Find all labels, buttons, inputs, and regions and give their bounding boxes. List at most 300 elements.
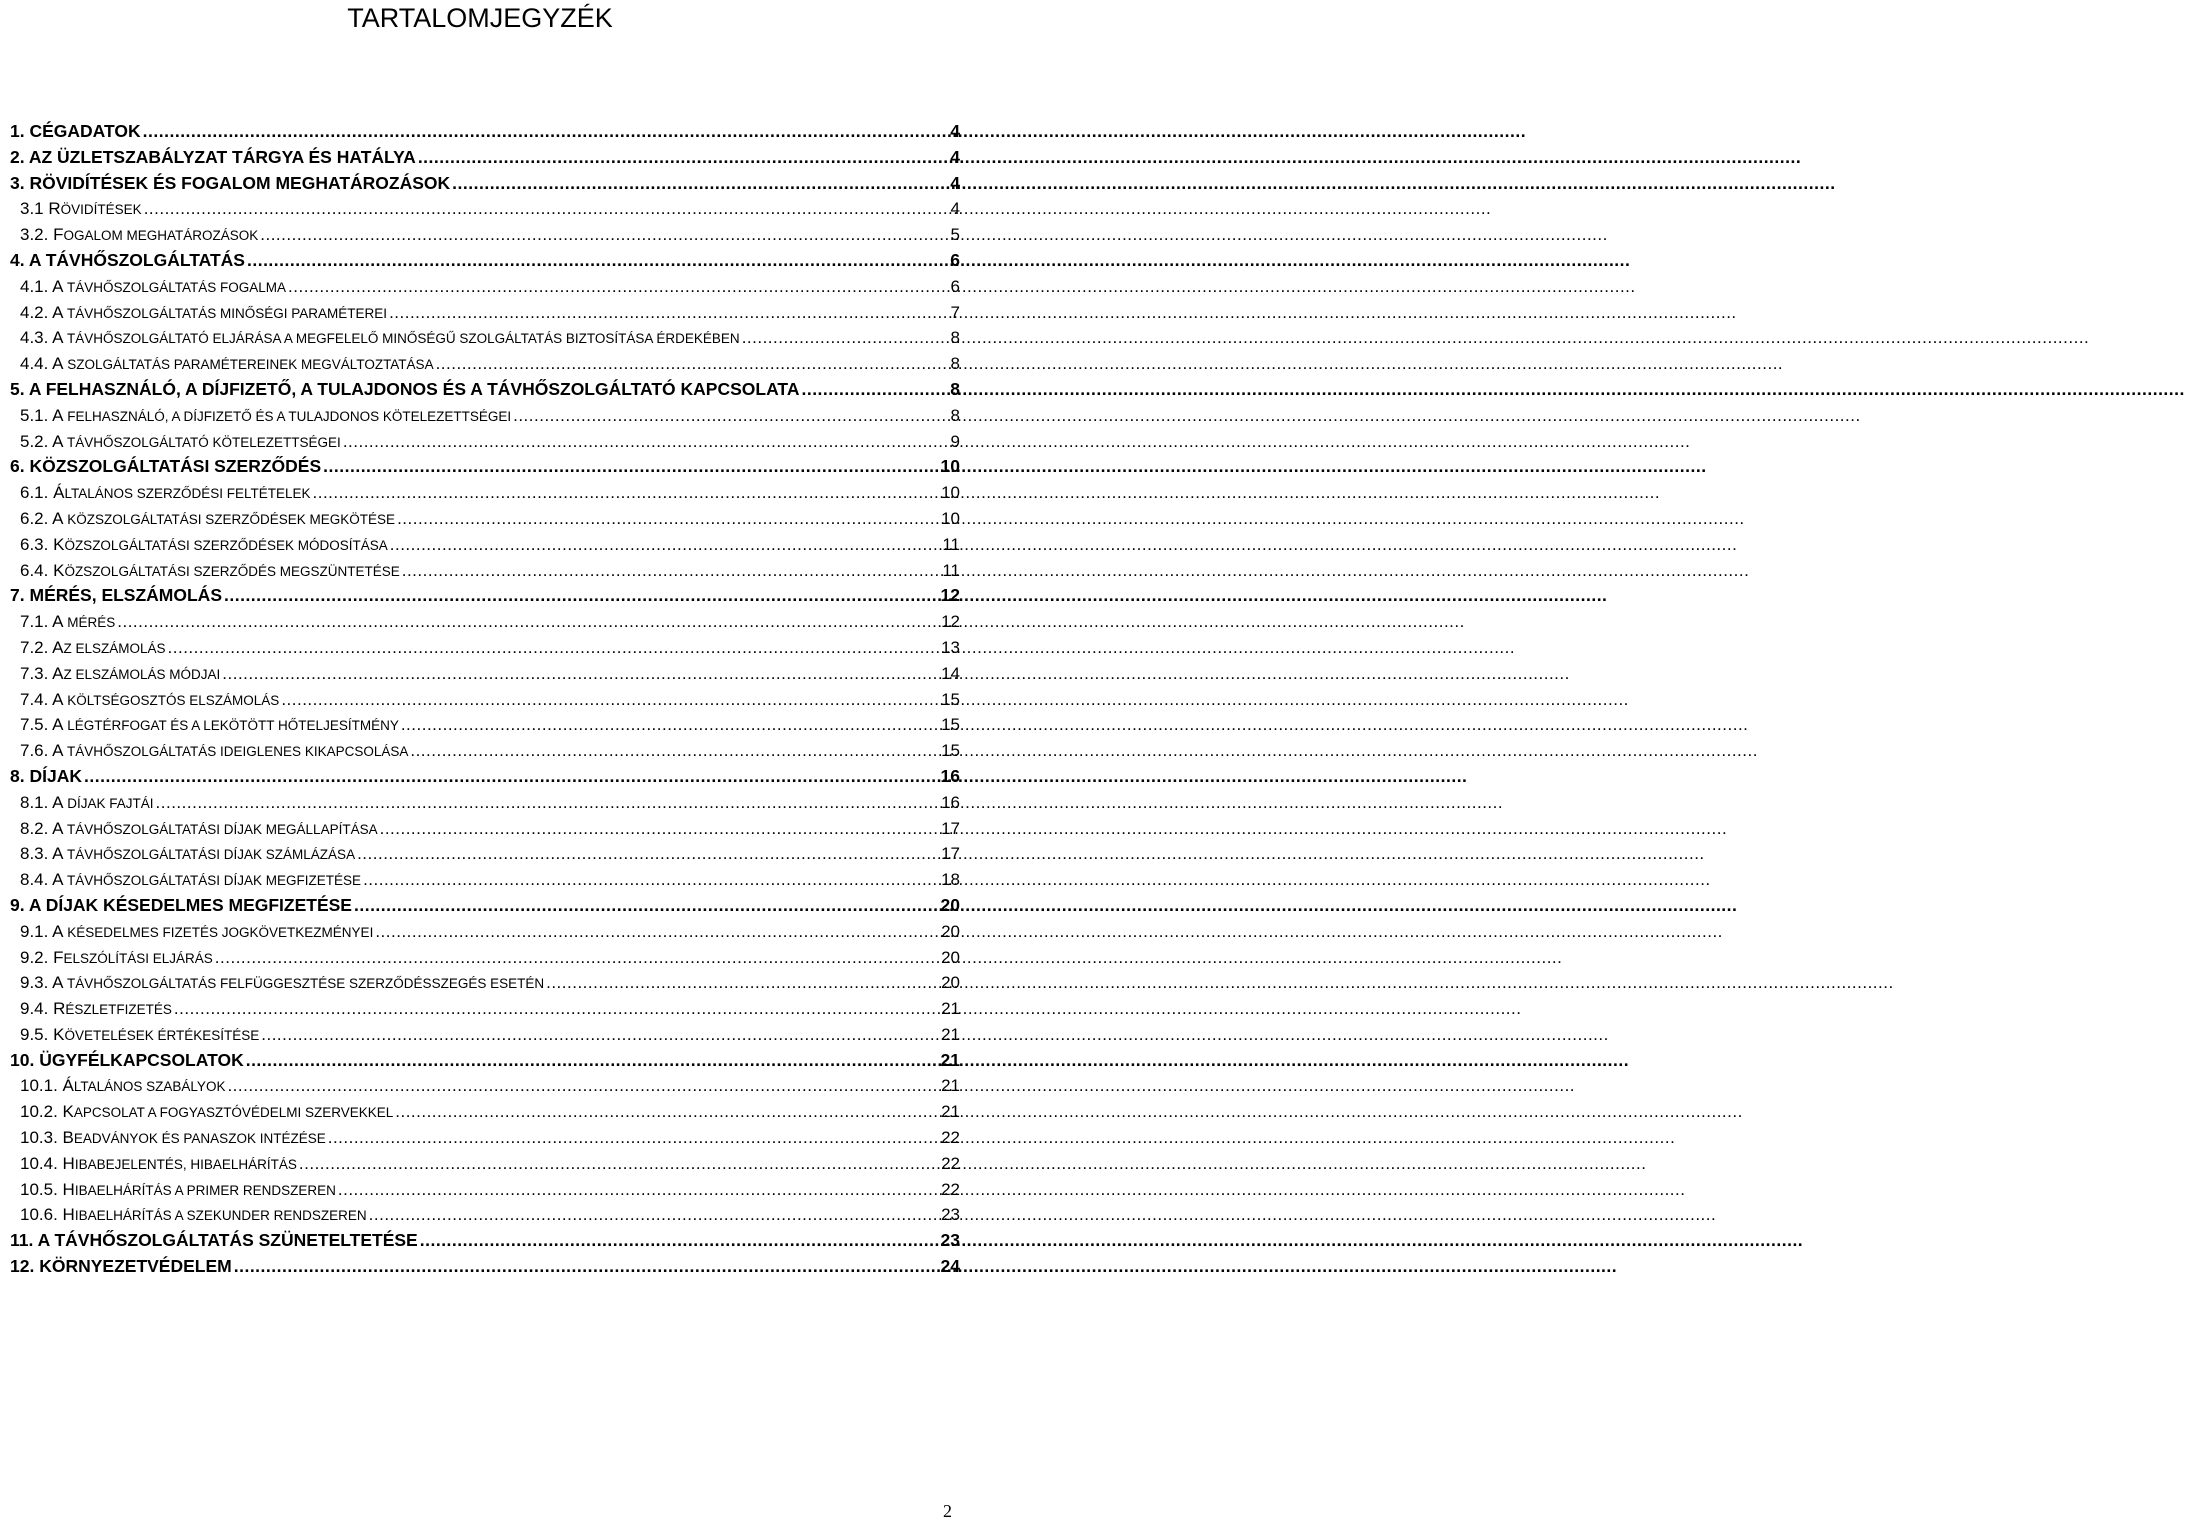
toc-page-number: 11 (942, 560, 960, 580)
toc-entry-chapter[interactable] (10, 583, 960, 609)
toc-page-number: 21 (940, 1049, 960, 1070)
toc-entry-number: 8.1. (20, 792, 49, 812)
toc-entry-text: TÁVHŐSZOLGÁLTATÓ KÖTELEZETTSÉGEI (63, 434, 341, 450)
toc-entry-initial: A (52, 637, 64, 657)
toc-entry-title (20, 196, 142, 223)
toc-entry-title (20, 945, 213, 972)
toc-entry-text: ÍJAK (42, 765, 82, 786)
toc-entry-section[interactable] (10, 687, 960, 713)
toc-entry-text: IBABEJELENTÉS, HIBAELHÁRÍTÁS (74, 1156, 297, 1172)
toc-leader-dots (401, 712, 939, 738)
toc-page-number: 11 (942, 534, 960, 554)
toc-page-number: 8 (950, 378, 960, 399)
toc-entry-section[interactable] (10, 919, 960, 945)
toc-entry-section[interactable] (10, 945, 960, 971)
toc-entry-number: 5.1. (20, 405, 49, 425)
toc-entry-text: LÉGTÉRFOGAT ÉS A LEKÖTÖTT HŐTELJESÍTMÉNY (63, 718, 399, 734)
toc-entry-title (10, 377, 799, 403)
toc-entry-initial: A (52, 870, 64, 890)
toc-entry-text: GYFÉLKAPCSOLATOK (51, 1049, 244, 1070)
toc-entry-title (10, 764, 82, 790)
toc-entry-title (20, 919, 373, 946)
toc-entry-section[interactable] (10, 196, 960, 222)
toc-entry-number: 7.5. (20, 715, 49, 735)
toc-leader-dots (452, 171, 948, 197)
toc-entry-initial: A (28, 378, 41, 399)
toc-entry-section[interactable] (10, 1022, 960, 1048)
toc-page-number: 20 (941, 947, 960, 967)
toc-entry-initial: A (52, 276, 64, 296)
toc-entry-number: 9.3. (20, 973, 49, 993)
toc-entry-text: KÖZSZOLGÁLTATÁSI SZERZŐDÉSEK MEGKÖTÉSE (63, 511, 396, 527)
toc-entry-section[interactable] (10, 738, 960, 764)
toc-entry-text: Z ELSZÁMOLÁS MÓDJAI (63, 666, 221, 682)
toc-leader-dots (313, 480, 940, 506)
toc-entry-title (10, 583, 222, 609)
toc-entry-text: EADVÁNYOK ÉS PANASZOK INTÉZÉSE (73, 1131, 326, 1147)
toc-entry-section[interactable] (10, 351, 960, 377)
toc-entry-initial: A (28, 894, 41, 915)
toc-entry-initial: D (29, 765, 43, 786)
toc-entry-initial: A (28, 249, 41, 270)
toc-page-number: 22 (941, 1153, 960, 1173)
toc-entry-initial: Á (62, 1076, 74, 1096)
toc-entry-section[interactable] (10, 506, 960, 532)
toc-entry-section[interactable] (10, 1073, 960, 1099)
toc-entry-section[interactable] (10, 609, 960, 635)
toc-leader-dots (801, 377, 948, 403)
toc-entry-text: DÍJAK FAJTÁI (63, 795, 154, 811)
toc-leader-dots (420, 1228, 939, 1254)
toc-entry-title (20, 712, 399, 739)
toc-entry-text: ÖZSZOLGÁLTATÁSI SZERZŐDÉS MEGSZÜNTETÉSE (64, 563, 400, 579)
toc-entry-number: 7.3. (20, 663, 49, 683)
toc-entry-text: TÁVHŐSZOLGÁLTATÁS SZÜNETELTETÉSE (49, 1230, 418, 1251)
toc-entry-text: SZOLGÁLTATÁS PARAMÉTEREINEK MEGVÁLTOZTATÁSA (63, 357, 434, 373)
toc-entry-initial: K (53, 560, 65, 580)
toc-entry-title (20, 558, 400, 585)
toc-entry-initial: K (53, 1024, 65, 1044)
toc-entry-initial: A (52, 405, 64, 425)
toc-entry-number: 12. (10, 1256, 35, 1277)
toc-page-number: 20 (940, 894, 960, 915)
toc-page-number: 21 (941, 999, 960, 1019)
toc-entry-text: TÁVHŐSZOLGÁLTATÁSI DÍJAK MEGFIZETÉSE (63, 873, 362, 889)
toc-entry-text: ÉGADATOK (42, 121, 141, 141)
toc-entry-title (20, 1022, 259, 1049)
toc-entry-title (10, 119, 141, 145)
toc-entry-number: 4. (10, 249, 25, 270)
toc-entry-initial: A (52, 921, 64, 941)
toc-entry-section[interactable] (10, 558, 960, 584)
toc-entry-text: ÖZSZOLGÁLTATÁSI SZERZŐDÉSEK MÓDOSÍTÁSA (64, 537, 388, 553)
toc-entry-title (20, 867, 361, 894)
toc-entry-title (20, 300, 387, 327)
toc-leader-dots (299, 1151, 939, 1177)
page-title: TARTALOMJEGYZÉK (347, 3, 613, 33)
toc-entry-text: ÖVIDÍTÉSEK (60, 202, 142, 218)
toc-entry-section[interactable] (10, 996, 960, 1022)
toc-entry-text: TÁVHŐSZOLGÁLTATÁS (40, 249, 245, 270)
toc-leader-dots (144, 196, 949, 222)
toc-entry-number: 9.1. (20, 921, 49, 941)
toc-page-number: 8 (950, 354, 960, 374)
toc-entry-text: TÁVHŐSZOLGÁLTATÁS FELFÜGGESZTÉSE SZERZŐDÉSSZEGÉS ESETÉN (63, 976, 545, 992)
toc-page-number: 24 (940, 1256, 960, 1277)
toc-entry-text: TÁVHŐSZOLGÁLTATÁS IDEIGLENES KIKAPCSOLÁSA (63, 744, 409, 760)
toc-entry-initial: H (62, 1179, 75, 1199)
toc-page-number: 23 (941, 1205, 960, 1225)
toc-entry-initial: H (62, 1205, 75, 1225)
toc-entry-initial: R (53, 999, 66, 1019)
toc-page-number: 21 (941, 1076, 960, 1096)
toc-entry-section[interactable] (10, 532, 960, 558)
toc-entry-section[interactable] (10, 1151, 960, 1177)
toc-page-number: 6 (950, 249, 960, 270)
toc-entry-text: TÁVHŐSZOLGÁLTATÁS FOGALMA (63, 279, 287, 295)
toc-entry-section[interactable] (10, 1099, 960, 1125)
toc-leader-dots (343, 429, 949, 455)
toc-entry-section[interactable] (10, 661, 960, 687)
toc-page-number: 15 (941, 689, 960, 709)
toc-leader-dots (234, 1254, 939, 1280)
toc-leader-dots (410, 738, 939, 764)
toc-entry-title (20, 970, 544, 997)
toc-entry-initial: A (52, 612, 64, 632)
toc-leader-dots (84, 764, 939, 790)
toc-entry-section[interactable] (10, 480, 960, 506)
toc-entry-number: 10.2. (20, 1102, 58, 1122)
toc-entry-text: ÉRÉS, ELSZÁMOLÁS (44, 585, 222, 606)
toc-entry-chapter[interactable] (10, 119, 960, 145)
toc-entry-text: ÖVETELÉSEK ÉRTÉKESÍTÉSE (64, 1027, 260, 1043)
toc-entry-number: 8.3. (20, 844, 49, 864)
toc-leader-dots (143, 119, 949, 145)
toc-entry-initial: F (53, 947, 64, 967)
toc-entry-number: 10.4. (20, 1153, 58, 1173)
toc-entry-text: ÉSZLETFIZETÉS (65, 1002, 172, 1018)
toc-entry-title (10, 145, 416, 171)
toc-entry-text: ÖZSZOLGÁLTATÁSI SZERZŐDÉS (42, 456, 322, 477)
toc-entry-number: 10.1. (20, 1076, 58, 1096)
toc-entry-number: 6.2. (20, 508, 49, 528)
toc-entry-title (20, 1125, 326, 1152)
toc-entry-initial: M (29, 585, 45, 606)
toc-entry-chapter[interactable] (10, 764, 960, 790)
toc-entry-title (20, 506, 395, 533)
toc-page-number: 18 (941, 870, 960, 890)
toc-entry-section[interactable] (10, 841, 960, 867)
toc-entry-text: ELSZÓLÍTÁSI ELJÁRÁS (63, 950, 213, 966)
toc-entry-initial: A (52, 302, 64, 322)
toc-entry-number: 9. (10, 894, 25, 915)
toc-entry-text: IBAELHÁRÍTÁS A SZEKUNDER RENDSZEREN (74, 1208, 367, 1224)
toc-leader-dots (389, 300, 948, 326)
toc-page-number: 12 (941, 612, 960, 632)
toc-entry-initial: B (62, 1128, 74, 1148)
toc-entry-chapter[interactable] (10, 454, 960, 480)
toc-leader-dots (224, 583, 939, 609)
toc-page-number: 5 (950, 225, 960, 245)
toc-leader-dots (246, 1048, 939, 1074)
toc-page-number: 10 (940, 456, 960, 477)
toc-entry-number: 6.3. (20, 534, 49, 554)
toc-entry-title (20, 661, 220, 688)
toc-entry-title (20, 1073, 225, 1100)
toc-leader-dots (288, 274, 948, 300)
toc-entry-section[interactable] (10, 816, 960, 842)
toc-leader-dots (261, 1022, 939, 1048)
toc-entry-number: 10.5. (20, 1179, 58, 1199)
toc-page-number: 4 (950, 146, 960, 167)
toc-entry-title (10, 1228, 418, 1254)
toc-entry-title (20, 403, 511, 430)
toc-leader-dots (418, 145, 948, 171)
toc-page-number: 22 (941, 1128, 960, 1148)
toc-entry-section[interactable] (10, 635, 960, 661)
toc-entry-text: MÉRÉS (63, 615, 116, 631)
toc-entry-number: 10.3. (20, 1128, 58, 1148)
toc-entry-title (20, 351, 434, 378)
toc-entry-text: APCSOLAT A FOGYASZTÓVÉDELMI SZERVEKKEL (73, 1105, 394, 1121)
toc-entry-title (20, 1151, 297, 1178)
toc-entry-number: 2. (10, 146, 25, 167)
toc-entry-number: 10.6. (20, 1205, 58, 1225)
toc-entry-section[interactable] (10, 867, 960, 893)
toc-page-number: 12 (940, 585, 960, 606)
toc-page-number: 14 (941, 663, 960, 683)
toc-entry-number: 9.5. (20, 1024, 49, 1044)
toc-entry-number: 5. (10, 378, 25, 399)
toc-entry-title (20, 996, 172, 1023)
toc-page-number: 4 (950, 199, 960, 219)
toc-leader-dots (546, 970, 939, 996)
toc-entry-initial: A (52, 663, 64, 683)
toc-leader-dots (742, 325, 949, 351)
toc-page-number: 7 (950, 302, 960, 322)
toc-entry-initial: A (52, 715, 64, 735)
toc-entry-text: IBAELHÁRÍTÁS A PRIMER RENDSZEREN (74, 1182, 336, 1198)
toc-entry-initial: A (52, 508, 64, 528)
toc-entry-title (20, 635, 166, 662)
toc-entry-number: 6.1. (20, 483, 49, 503)
toc-entry-number: 7. (10, 585, 25, 606)
toc-entry-initial: A (52, 354, 64, 374)
toc-entry-number: 8. (10, 765, 25, 786)
toc-entry-initial: Ü (39, 1049, 52, 1070)
toc-entry-text: Z ÜZLETSZABÁLYZAT TÁRGYA ÉS HATÁLYA (41, 146, 416, 167)
toc-entry-number: 4.3. (20, 328, 49, 348)
toc-entry-chapter[interactable] (10, 145, 960, 171)
toc-leader-dots (222, 661, 939, 687)
toc-leader-dots (513, 403, 948, 429)
toc-leader-dots (369, 1202, 939, 1228)
toc-entry-chapter[interactable] (10, 171, 960, 197)
toc-entry-title (20, 429, 341, 456)
toc-entry-section[interactable] (10, 790, 960, 816)
toc-entry-text: TÁVHŐSZOLGÁLTATÁSI DÍJAK MEGÁLLAPÍTÁSA (63, 821, 378, 837)
toc-leader-dots (402, 558, 941, 584)
toc-page-number: 8 (950, 328, 960, 348)
toc-leader-dots (395, 1099, 939, 1125)
toc-page-number: 15 (941, 741, 960, 761)
toc-page-number: 17 (941, 844, 960, 864)
toc-entry-title (20, 816, 378, 843)
toc-leader-dots (117, 609, 939, 635)
toc-entry-number: 3.2. (20, 225, 49, 245)
toc-leader-dots (215, 945, 939, 971)
toc-entry-chapter[interactable] (10, 1254, 960, 1280)
toc-entry-initial: R (48, 199, 61, 219)
toc-page-number: 10 (941, 483, 960, 503)
toc-entry-title (20, 609, 115, 636)
toc-page-number: 23 (940, 1230, 960, 1251)
toc-entry-section[interactable] (10, 970, 960, 996)
toc-entry-section[interactable] (10, 712, 960, 738)
toc-page-number: 22 (941, 1179, 960, 1199)
toc-entry-chapter[interactable] (10, 248, 960, 274)
toc-leader-dots (375, 919, 939, 945)
toc-entry-initial: C (29, 121, 43, 141)
toc-entry-section[interactable] (10, 1177, 960, 1203)
toc-leader-dots (323, 454, 938, 480)
toc-entry-initial: A (37, 1230, 50, 1251)
toc-entry-number: 5.2. (20, 431, 49, 451)
toc-entry-initial: A (28, 146, 42, 167)
toc-entry-number: 8.2. (20, 818, 49, 838)
toc-entry-text: FELHASZNÁLÓ, A DÍJFIZETŐ ÉS A TULAJDONOS KÖTELEZETTSÉGEI (63, 408, 512, 424)
toc-entry-number: 6.4. (20, 560, 49, 580)
toc-entry-title (20, 532, 388, 559)
toc-entry-text: FELHASZNÁLÓ, A DÍJFIZETŐ, A TULAJDONOS ÉS A TÁVHŐSZOLGÁLTATÓ KAPCSOLATA (40, 378, 800, 399)
toc-entry-initial: K (53, 534, 65, 554)
toc-entry-text: ÖRNYEZETVÉDELEM (51, 1256, 232, 1277)
toc-entry-text: ÖVIDÍTÉSEK ÉS FOGALOM MEGHATÁROZÁSOK (42, 172, 451, 193)
toc-leader-dots (363, 867, 939, 893)
toc-leader-dots (328, 1125, 939, 1151)
toc-page-number: 20 (941, 921, 960, 941)
toc-leader-dots (357, 841, 939, 867)
toc-entry-text: OGALOM MEGHATÁROZÁSOK (63, 228, 259, 244)
toc-entry-number: 7.1. (20, 612, 49, 632)
toc-entry-text: Z ELSZÁMOLÁS (63, 640, 166, 656)
toc-entry-number: 11. (10, 1230, 34, 1251)
toc-entry-text: DÍJAK KÉSEDELMES MEGFIZETÉSE (40, 894, 352, 915)
toc-entry-initial: K (39, 1256, 52, 1277)
toc-entry-number: 4.2. (20, 302, 49, 322)
toc-leader-dots (390, 532, 941, 558)
toc-entry-chapter[interactable] (10, 1228, 960, 1254)
toc-entry-text: TÁVHŐSZOLGÁLTATÓ ELJÁRÁSA A MEGFELELŐ MINŐSÉGŰ SZOLGÁLTATÁS BIZTOSÍTÁSA ÉRDEKÉBEN (63, 331, 740, 347)
toc-entry-number: 3. (10, 172, 25, 193)
toc-entry-title (20, 738, 408, 765)
toc-page-number: 21 (941, 1024, 960, 1044)
toc-entry-section[interactable] (10, 429, 960, 455)
toc-entry-title (10, 1254, 232, 1280)
toc-entry-chapter[interactable] (10, 377, 960, 403)
toc-entry-title (20, 274, 286, 301)
toc-leader-dots (397, 506, 939, 532)
toc-entry-section[interactable] (10, 1125, 960, 1151)
toc-entry-title (20, 1099, 393, 1126)
toc-entry-initial: H (62, 1153, 75, 1173)
toc-entry-initial: K (62, 1102, 74, 1122)
toc-entry-title (10, 454, 321, 480)
toc-entry-title (20, 480, 311, 507)
toc-entry-title (20, 325, 740, 352)
toc-leader-dots (354, 893, 939, 919)
toc-entry-chapter[interactable] (10, 1048, 960, 1074)
toc-leader-dots (168, 635, 940, 661)
toc-entry-initial: A (52, 741, 64, 761)
toc-entry-section[interactable] (10, 222, 960, 248)
toc-entry-number: 6. (10, 456, 25, 477)
toc-entry-initial: A (52, 792, 64, 812)
toc-entry-title (20, 222, 258, 249)
toc-entry-section[interactable] (10, 325, 960, 351)
toc-page-number: 21 (941, 1102, 960, 1122)
toc-entry-initial: F (53, 225, 64, 245)
page-number: 2 (943, 1501, 952, 1521)
toc-entry-text: TÁVHŐSZOLGÁLTATÁS MINŐSÉGI PARAMÉTEREI (63, 305, 388, 321)
toc-page-number: 17 (941, 818, 960, 838)
toc-entry-section[interactable] (10, 274, 960, 300)
toc-entry-initial: K (29, 456, 43, 477)
toc-entry-section[interactable] (10, 403, 960, 429)
toc-entry-number: 4.4. (20, 354, 49, 374)
toc-entry-initial: A (52, 973, 64, 993)
toc-page-number: 10 (941, 508, 960, 528)
toc-entry-title (10, 1048, 244, 1074)
toc-page-number: 6 (950, 276, 960, 296)
toc-entry-title (10, 171, 450, 197)
toc-entry-initial: Á (53, 483, 65, 503)
toc-entry-initial: A (52, 431, 64, 451)
toc-entry-section[interactable] (10, 1202, 960, 1228)
toc-leader-dots (156, 790, 940, 816)
toc-page-number: 16 (940, 765, 960, 786)
toc-entry-section[interactable] (10, 300, 960, 326)
toc-page-number: 13 (941, 637, 960, 657)
toc-entry-title (10, 248, 245, 274)
toc-page-number: 9 (950, 431, 960, 451)
toc-leader-dots (281, 687, 939, 713)
toc-entry-text: KÖLTSÉGOSZTÓS ELSZÁMOLÁS (63, 692, 280, 708)
toc-page-number: 4 (950, 172, 960, 193)
toc-entry-initial: A (52, 844, 64, 864)
toc-leader-dots (247, 248, 948, 274)
toc-entry-number: 1. (10, 121, 25, 141)
toc-leader-dots (227, 1073, 939, 1099)
toc-leader-dots (174, 996, 939, 1022)
toc-entry-title (20, 841, 355, 868)
toc-entry-title (20, 1202, 367, 1229)
toc-entry-number: 4.1. (20, 276, 49, 296)
toc-entry-number: 10. (10, 1049, 35, 1070)
toc-entry-text: KÉSEDELMES FIZETÉS JOGKÖVETKEZMÉNYEI (63, 924, 374, 940)
toc-entry-number: 8.4. (20, 870, 49, 890)
toc-page-number: 15 (941, 715, 960, 735)
toc-entry-chapter[interactable] (10, 893, 960, 919)
toc-page-number: 16 (941, 792, 960, 812)
toc-leader-dots (338, 1177, 939, 1203)
toc-page-number: 4 (950, 121, 960, 141)
toc-leader-dots (436, 351, 949, 377)
toc-entry-initial: R (29, 172, 43, 193)
toc-page-number: 20 (941, 973, 960, 993)
toc-entry-initial: A (52, 328, 64, 348)
toc-entry-number: 3.1 (20, 199, 44, 219)
